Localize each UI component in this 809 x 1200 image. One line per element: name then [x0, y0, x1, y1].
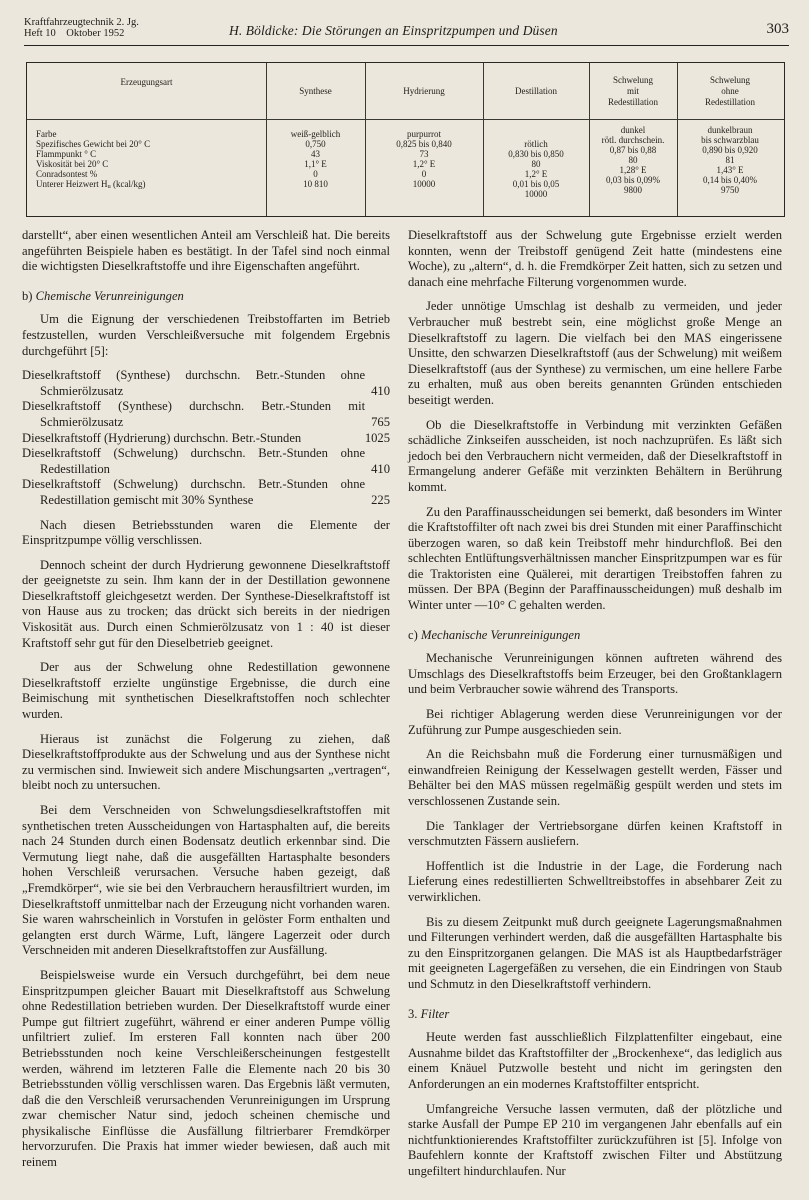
table-column-schwelung-ohne: [677, 125, 783, 195]
table-cell: weiß-gelblich: [290, 129, 341, 139]
table-cell: 1,2° E: [524, 169, 548, 179]
paragraph: Mechanische Verunreinigungen können auftreten während des Umschlags des Dieselkraftstoffs beim Erzeuger, bei den Großtanklagern und beim Verbraucher sowie während des Transports.: [408, 651, 782, 697]
paragraph: Beispielsweise wurde ein Versuch durchgeführt, bei dem neue Einspritzpumpen gleicher Bauart mit Dieselkraftstoff aus Schwelung ohne Redestillation betrieben wurden. Der Dieselkraftstoff wurde einer Pumpe gut filtriert zugeführt, während er einer anderen Pumpe völlig unfiltriert zulief. Im ersteren Fall konnten nach über 200 Betriebsstunden noch keine Verschleißerscheinungen festgestellt werden, während im letzteren Falle die Elemente nach 20 bis 30 Betriebsstunden völlig verschlissen waren. Das Ergebnis läßt vermuten, daß die den Verschleiß verursachenden Verunreinigungen im Ursprung zwar chemischer Natur sind, jedoch scheinen chemische und physikalische Einflüsse die Ausfällung filtrierbarer Fremdkörper hervorzurufen. Die Praxis hat immer wieder bewiesen, daß auch mit reinem: [22, 967, 390, 1170]
header-text: Hydrierung: [403, 85, 445, 96]
header-text: mit: [626, 85, 639, 96]
journal-info: [24, 17, 139, 39]
paragraph: Dennoch scheint der durch Hydrierung gewonnene Dieselkraftstoff der geeignetste zu sein. Ihm kann der in der Destillation gewonnene Dieselkraftstoff gleichgesetzt werden. Der Synthese-Dieselkraftstoff ist von Hause aus zu trocken; das drückt sich bereits in der niedrigen Viskosität aus. Durch einen Schmierölzusatz von 1 : 40 ist dieser Kraftstoff sehr gut für den Dieselbetrieb geeignet.: [22, 557, 390, 650]
table-cell: 0: [421, 169, 427, 179]
row-label: Farbe: [36, 129, 57, 139]
header-text: Destillation: [515, 85, 557, 96]
list-item-text: Dieselkraftstoff (Schwelung) durchschn. Betr.-Stunden ohne Redestillation: [22, 446, 366, 476]
section-heading-3: [408, 1007, 782, 1023]
paragraph: Jeder unnötige Umschlag ist deshalb zu vermeiden, und jeder Verbraucher muß bestrebt sein, eine möglichst große Menge an Dieselkraftstoff zu lagern. Die vielfach bei den MAS eingerissene Unsitte, den schwarzen Dieselkraftstoff (aus der Schwelung) mit weißem Dieselkraftstoff (aus der Synthese) zu vermischen, um eine hellere Farbe zu erhalten, muß aus oben bereits genannten Gründen entschieden beseitigt werden.: [408, 299, 782, 407]
table-cell: 80: [531, 159, 541, 169]
header-text: Erzeugungsart: [120, 77, 173, 87]
section-label: 3.: [408, 1006, 418, 1021]
row-label-subscript: u: [107, 183, 111, 190]
table-cell: 80: [628, 155, 638, 165]
list-item-value: 225: [371, 492, 390, 507]
table-cell: 0,14 bis 0,40%: [703, 175, 757, 185]
table-cell: 10 810: [303, 179, 328, 189]
right-column: [408, 228, 782, 1188]
table-cell: rötl. durchschein.: [601, 135, 665, 145]
table-cell: 73: [419, 149, 429, 159]
paragraph: Zu den Paraffinausscheidungen sei bemerkt, daß besonders im Winter die Kraftstoffilter oft nach zwei bis drei Stunden mit einer Paraffinschicht überzogen waren, so daß kein Treibstoff mehr hindurchfloß. Bei den schlechten Entlüftungsverhältnissen mancher Einspritzpumpen war es für die Traktoristen eine Quälerei, mit derartigen Treibstoffen fahren zu müssen. Der BPA (Beginn der Paraffinausscheidungen) muß deshalb im Winter unter —10° C gehalten werden.: [408, 504, 782, 613]
table-cell: 0,01 bis 0,05: [512, 179, 560, 189]
page-number: 303: [766, 21, 789, 37]
table-column-schwelung-mit: [589, 125, 677, 195]
table-header-destillation: [483, 63, 589, 119]
paragraph: Bei dem Verschneiden von Schwelungsdieselkraftstoffen mit synthetischen treten Ausscheidungen von Hartasphalten auf, die bereits nach 24 Stunden durch einen Bodensatz deutlich erkennbar sind. Die Vermutung liegt nahe, daß die ausgefällten Hartasphalte besonders hohen Verschleiß verursachen. Versuche haben gezeigt, daß „Fremdkörper“, wie sie bei den Verbrauchern herausfiltriert wurden, im Dieselkraftstoff unmittelbar nach der Erzeugung nicht vorhanden waren. Sie waren wahrscheinlich in Vorstufen in gelöster Form enthalten und gelangten erst durch Wärme, Luft, längere Lagerzeit oder durch Verschneiden mit anderen Dieselkraftstoffen zur Ausfällung.: [22, 803, 390, 958]
journal-line-1: Kraftfahrzeugtechnik 2. Jg.: [24, 17, 139, 28]
running-title: H. Böldicke: Die Störungen an Einspritzpumpen und Düsen: [229, 23, 558, 38]
table-header-erzeugungsart: [27, 63, 266, 119]
list-item-value: 1025: [364, 430, 390, 445]
section-label: b): [22, 288, 33, 303]
list-item: [22, 431, 390, 447]
list-item-value: 410: [371, 461, 390, 476]
table-cell: rötlich: [524, 139, 548, 149]
left-column: [22, 228, 390, 1180]
row-label: Conradsontest %: [36, 169, 98, 179]
table-cell: 9800: [624, 185, 642, 195]
section-title: Mechanische Verunreinigungen: [420, 627, 581, 642]
header-rule: [24, 45, 789, 46]
table-header-schwelung-mit: [589, 63, 677, 119]
paragraph: Hoffentlich ist die Industrie in der Lage, die Forderung nach Lieferung eines redestillierten Schwelltreibstoffes in absehbarer Zeit zu verwirklichen.: [408, 858, 782, 904]
section-label: c): [408, 627, 418, 642]
paragraph: Die Tanklager der Vertriebsorgane dürfen keinen Kraftstoff in verschmutzten Fässern ausliefern.: [408, 818, 782, 849]
section-title: Filter: [420, 1006, 450, 1021]
list-item: [22, 477, 390, 508]
header-text: Schwelung: [613, 74, 653, 85]
journal-line-2: Heft 10 Oktober 1952: [24, 28, 125, 39]
table-column-destillation: [483, 139, 589, 199]
table-cell: 1,28° E: [619, 165, 647, 175]
list-item: [22, 399, 390, 430]
table-cell: 10000: [412, 179, 436, 189]
table-cell: 1,1° E: [304, 159, 327, 169]
fuel-properties-table: [26, 62, 785, 217]
row-label: [36, 179, 150, 192]
list-item-value: 410: [371, 383, 390, 398]
paragraph: An die Reichsbahn muß die Forderung einer turnusmäßigen und einwandfreien Reinigung der Kesselwagen gestellt werden, Fässer und Behälter bei den MAS müssen regelmäßig gespült werden und stets im verschlossenen Zustande sein.: [408, 747, 782, 808]
table-cell: 0,03 bis 0,09%: [606, 175, 660, 185]
table-cell: 43: [311, 149, 320, 159]
row-label-text: Unterer Heizwert H: [36, 179, 108, 189]
row-label: Flammpunkt ° C: [36, 149, 97, 159]
header-text: ohne: [721, 85, 739, 96]
table-cell: 0,750: [305, 139, 326, 149]
list-item-text: Dieselkraftstoff (Synthese) durchschn. Betr.-Stunden ohne Schmierölzusatz: [22, 368, 366, 398]
table-cell: dunkel: [620, 125, 646, 135]
table-row-labels: [36, 129, 150, 192]
row-label: Viskosität bei 20° C: [36, 159, 109, 169]
paragraph: Ob die Dieselkraftstoffe in Verbindung mit verzinkten Gefäßen schädliche Zinkseifen ausscheiden, ist noch nachzuprüfen. Es läßt sich jedoch bei den Verbrauchern nicht vermeiden, daß der Dieselkraftstoff in Ermangelung anderer Gefäße mit verzinkten Behältern in Berührung kommt.: [408, 417, 782, 494]
table-header-schwelung-ohne: [677, 63, 783, 119]
list-item-text: Dieselkraftstoff (Hydrierung) durchschn. Betr.-Stunden: [22, 430, 302, 445]
table-cell: 1,43° E: [716, 165, 744, 175]
section-heading-c: [408, 628, 782, 644]
table-cell: 81: [725, 155, 735, 165]
paragraph: Hieraus ist zunächst die Folgerung zu ziehen, daß Dieselkraftstoffprodukte aus der Schwelung und aus der Synthese nicht zu vermischen sind. Inwieweit sich andere Mischungsarten „vertragen“, bleibt noch zu untersuchen.: [22, 731, 390, 793]
header-text: Schwelung: [710, 74, 750, 85]
paragraph: Bis zu diesem Zeitpunkt muß durch geeignete Lagerungsmaßnahmen und Filterungen verhindert werden, daß die ausgefällten Hartasphalte bis zu den Einspritzorganen gelangen. Die MAS ist als Hauptbedarfsträger mit geeigneten Lagergefäßen zu versehen, die ein Eindringen von Staub und Schmutz in den Dieselkraftstoff verhindern.: [408, 914, 782, 991]
table-column-hydrierung: [365, 129, 483, 189]
paragraph: Nach diesen Betriebsstunden waren die Elemente der Einspritzpumpe völlig verschlissen.: [22, 517, 390, 548]
list-item-value: 765: [371, 414, 390, 429]
paragraph: Um die Eignung der verschiedenen Treibstoffarten im Betrieb festzustellen, wurden Verschleißversuche mit folgendem Ergebnis durchgeführt [5]:: [22, 312, 390, 358]
test-results-list: [22, 368, 390, 508]
list-item: [22, 368, 390, 399]
table-cell: 1,2° E: [412, 159, 436, 169]
paragraph: darstellt“, aber einen wesentlichen Anteil am Verschleiß hat. Die bereits angeführten Beispiele haben es bestätigt. In der Tafel sind noch einmal die wichtigsten Dieselkraftstoffe und ihre Eigenschaften angeführt.: [22, 228, 390, 274]
table-header-rule: [27, 119, 784, 120]
table-cell: 0,890 bis 0,920: [702, 145, 758, 155]
table-cell: 0,87 bis 0,88: [609, 145, 657, 155]
row-label-unit: (kcal/kg): [112, 179, 146, 189]
list-item-text: Dieselkraftstoff (Schwelung) durchschn. Betr.-Stunden ohne Redestillation gemischt mit 30% Synthese: [22, 477, 366, 507]
table-cell: 0: [313, 169, 318, 179]
paragraph: Bei richtiger Ablagerung werden diese Verunreinigungen vor der Zuführung zur Pumpe ausgeschieden sein.: [408, 707, 782, 737]
page-header: [24, 17, 789, 43]
table-cell: 0,830 bis 0,850: [508, 149, 564, 159]
table-cell: dunkelbraun: [707, 125, 753, 135]
paragraph: Dieselkraftstoff aus der Schwelung gute Ergebnisse erzielt werden konnten, wenn der Treibstoff genügend Zeit hatte (mindestens eine Woche), zu „altern“, d. h. die Fremdkörper Zeit hatten, sich zu setzen und danach eine mehrfache Filterung vorgenommen wurde.: [408, 228, 782, 289]
list-item: [22, 446, 390, 477]
table-header-hydrierung: [365, 63, 483, 119]
section-heading-b: [22, 289, 390, 305]
table-column-synthese: [266, 129, 365, 189]
table-cell: 0,825 bis 0,840: [396, 139, 452, 149]
header-text: Redestillation: [705, 96, 755, 107]
header-text: Redestillation: [608, 96, 658, 107]
paragraph: Umfangreiche Versuche lassen vermuten, daß der plötzliche und starke Ausfall der Pumpe EP 210 im vergangenen Jahr ebenfalls auf ein nichtfunktionierendes Kraftstoffilter zurückzuführen ist [5]. Infolge von Baufehlern konnte der Kraftstoff zwischen Filter und Abstützung ungefiltert hindurchlaufen. Nur: [408, 1101, 782, 1178]
table-cell: 10000: [524, 189, 548, 199]
row-label: Spezifisches Gewicht bei 20° C: [36, 139, 151, 149]
paragraph: Der aus der Schwelung ohne Redestillation gewonnene Dieselkraftstoff erzielte ungünstige Ergebnisse, die durch eine Beimischung mit synthetischen Dieselkraftstoffen noch schlechter wurden.: [22, 660, 390, 722]
header-text: Synthese: [299, 85, 332, 96]
table-cell: purpurrot: [407, 129, 441, 139]
table-header-synthese: [266, 63, 365, 119]
table-cell: 9750: [721, 185, 739, 195]
table-cell: bis schwarzblau: [701, 135, 759, 145]
paragraph: Heute werden fast ausschließlich Filzplattenfilter eingebaut, eine Ausnahme bildet das Kraftstoffilter der „Brockenhexe“, das lediglich aus einem Knäuel Putzwolle besteht und nicht im geringsten den Anforderungen an ein modernes Kraftstoffilter entspricht.: [408, 1030, 782, 1091]
list-item-text: Dieselkraftstoff (Synthese) durchschn. Betr.-Stunden mit Schmierölzusatz: [22, 399, 366, 429]
section-title: Chemische Verunreinigungen: [35, 288, 184, 303]
